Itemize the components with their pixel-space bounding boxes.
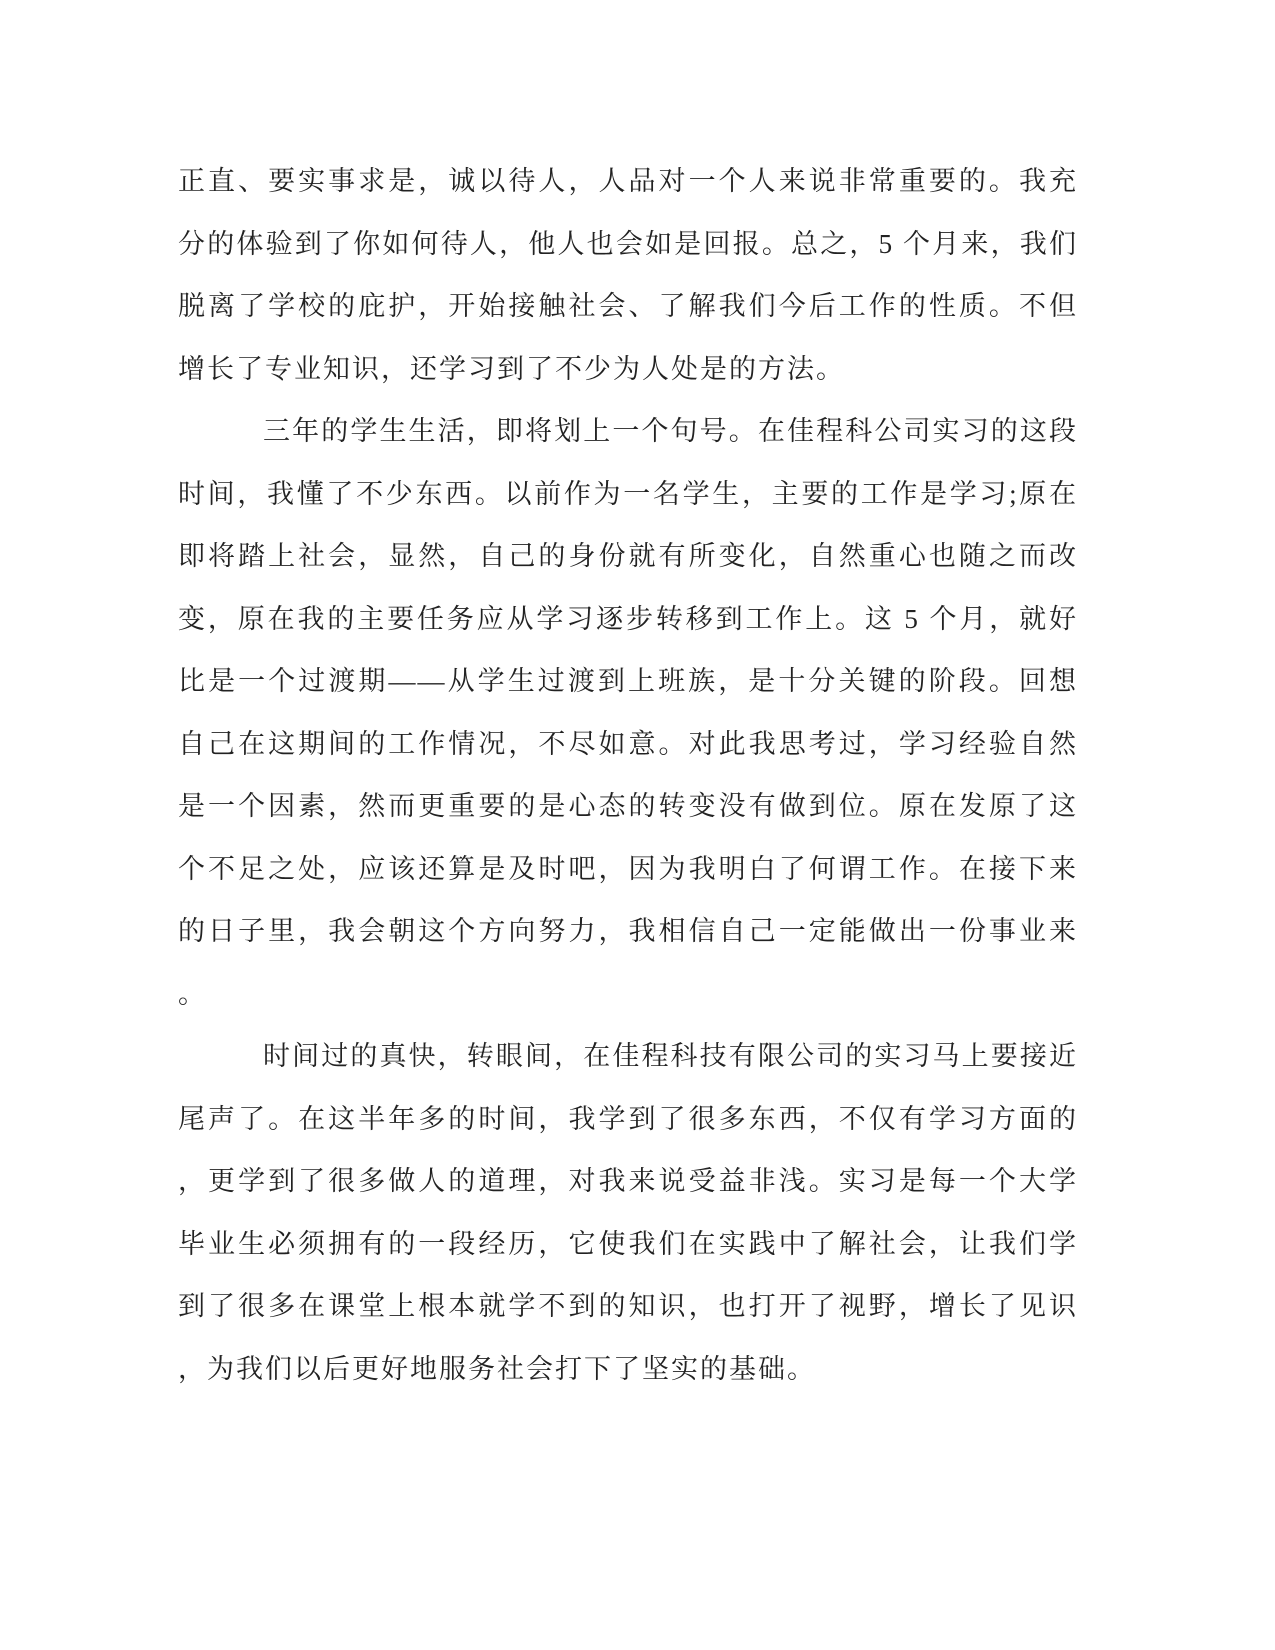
text-line: 时间，我懂了不少东西。以前作为一名学生，主要的工作是学习;原在 xyxy=(178,478,1078,509)
text-line: 分的体验到了你如何待人，他人也会如是回报。总之，5 个月来，我们 xyxy=(178,228,1078,259)
text-line: 个不足之处，应该还算是及时吧，因为我明白了何谓工作。在接下来 xyxy=(178,853,1078,884)
text-line: 比是一个过渡期——从学生过渡到上班族，是十分关键的阶段。回想 xyxy=(178,666,1078,696)
text-line: 是一个因素，然而更重要的是心态的转变没有做到位。原在发原了这 xyxy=(178,791,1078,821)
text-line: 到了很多在课堂上根本就学不到的知识，也打开了视野，增长了见识 xyxy=(178,1291,1078,1321)
document-text-block xyxy=(178,150,1078,1400)
text-line: 增长了专业知识，还学习到了不少为人处是的方法。 xyxy=(178,353,845,384)
text-line: 的日子里，我会朝这个方向努力，我相信自己一定能做出一份事业来 xyxy=(178,916,1078,946)
text-line: 脱离了学校的庇护，开始接触社会、了解我们今后工作的性质。不但 xyxy=(178,291,1078,321)
text-line: 自己在这期间的工作情况，不尽如意。对此我思考过，学习经验自然 xyxy=(178,728,1078,759)
text-line: 时间过的真快，转眼间，在佳程科技有限公司的实习马上要接近 xyxy=(263,1041,1078,1071)
text-line: 变，原在我的主要任务应从学习逐步转移到工作上。这 5 个月，就好 xyxy=(178,603,1078,634)
text-line: ，为我们以后更好地服务社会打下了坚实的基础。 xyxy=(178,1353,816,1384)
text-line: 毕业生必须拥有的一段经历，它使我们在实践中了解社会，让我们学 xyxy=(178,1228,1078,1259)
text-line: 三年的学生生活，即将划上一个句号。在佳程科公司实习的这段 xyxy=(263,416,1078,446)
text-line: 。 xyxy=(178,978,207,1009)
text-line: 即将踏上社会，显然，自己的身份就有所变化，自然重心也随之而改 xyxy=(178,541,1078,571)
text-line: 正直、要实事求是，诚以待人，人品对一个人来说非常重要的。我充 xyxy=(178,166,1078,196)
paragraph xyxy=(178,400,1078,1025)
paragraph xyxy=(178,150,1078,400)
text-line: ，更学到了很多做人的道理，对我来说受益非浅。实习是每一个大学 xyxy=(178,1166,1078,1196)
paragraph xyxy=(178,1025,1078,1400)
text-line: 尾声了。在这半年多的时间，我学到了很多东西，不仅有学习方面的 xyxy=(178,1103,1078,1134)
